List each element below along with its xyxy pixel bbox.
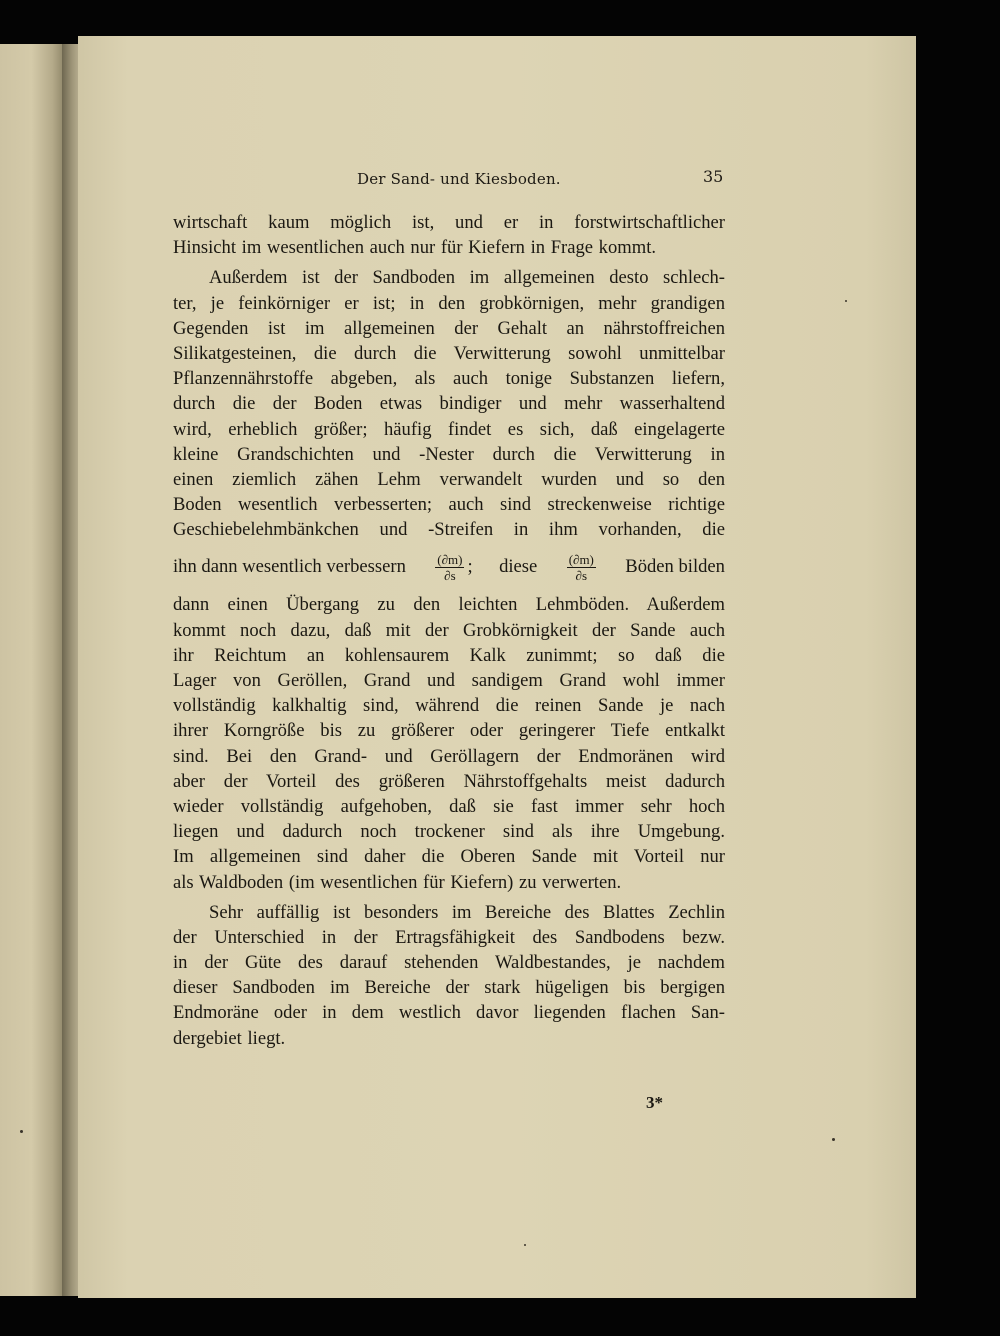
text-line: dergebiet liegt. <box>173 1027 286 1049</box>
text-line: Pflanzennährstoffe abgeben, als auch tonige Substanzen liefern, <box>173 368 725 390</box>
text-line: dieser Sandboden im Bereiche der stark hügeligen bis bergigen <box>173 977 725 999</box>
formula-middle-word: diese <box>499 556 538 578</box>
text-line: ter, je feinkörniger er ist; in den grobkörnigen, mehr grandigen <box>173 292 725 314</box>
text-line: aber der Vorteil des größeren Nährstoffgehalts meist dadurch <box>173 770 725 792</box>
fraction-1-denominator: ∂s <box>444 567 456 583</box>
text-line: in der Güte des darauf stehenden Waldbestandes, je nachdem <box>173 952 725 974</box>
text-line: wirtschaft kaum möglich ist, und er in forstwirtschaftlicher <box>173 212 725 233</box>
text-line: kommt noch dazu, daß mit der Grobkörnigkeit der Sande auch <box>173 619 725 641</box>
left-page-edge <box>0 44 70 1296</box>
fraction-1 <box>435 553 464 582</box>
text-line: wieder vollständig aufgehoben, daß sie fast immer sehr hoch <box>173 795 725 817</box>
fraction-2-denominator: ∂s <box>575 567 588 583</box>
formula-separator: ; <box>467 555 473 577</box>
text-line: Endmoräne oder in dem westlich davor liegenden flachen San- <box>173 1002 725 1024</box>
text-line: Gegenden ist im allgemeinen der Gehalt an nährstoffreichen <box>173 317 725 339</box>
text-line: Geschiebelehmbänkchen und -Streifen in ihm vorhanden, die <box>173 519 725 541</box>
text-line: Boden wesentlich verbesserten; auch sind streckenweise richtige <box>173 494 725 516</box>
fraction-1-numerator: (∂m) <box>437 551 463 567</box>
text-line: Silikatgesteinen, die durch die Verwitterung sowohl unmittelbar <box>173 342 725 364</box>
formula-text-after: Böden bilden <box>625 556 725 578</box>
signature-mark: 3* <box>646 1093 663 1112</box>
formula-line <box>173 542 725 592</box>
text-line: Außerdem ist der Sandboden im allgemeinen desto schlech- <box>209 267 725 289</box>
text-line: dann einen Übergang zu den leichten Lehmböden. Außerdem <box>173 594 725 616</box>
running-title: Der Sand- und Kiesboden. <box>357 170 561 188</box>
formula-text-before: ihn dann wesentlich verbessern <box>173 556 406 578</box>
text-line: einen ziemlich zähen Lehm verwandelt wurden und so den <box>173 468 725 490</box>
scan-speck <box>20 1130 23 1133</box>
body-text <box>173 210 725 1051</box>
text-line: durch die der Boden etwas bindiger und mehr wasserhaltend <box>173 393 725 415</box>
fraction-2-numerator: (∂m) <box>568 551 594 567</box>
text-line: ihrer Korngröße bis zu größerer oder geringerer Tiefe entkalkt <box>173 720 725 742</box>
text-line: als Waldboden (im wesentlichen für Kiefern) zu verwerten. <box>173 871 622 893</box>
text-line: vollständig kalkhaltig sind, während die reinen Sande je nach <box>173 695 725 717</box>
text-line: sind. Bei den Grand- und Geröllagern der Endmoränen wird <box>173 745 725 767</box>
text-line: wird, erheblich größer; häufig findet es sich, daß eingelagerte <box>173 418 725 440</box>
text-line: Lager von Geröllen, Grand und sandigem Grand wohl immer <box>173 670 725 691</box>
scan-speck <box>832 1138 835 1141</box>
fraction-2 <box>567 553 596 582</box>
text-line: ihr Reichtum an kohlensaurem Kalk zunimmt; so daß die <box>173 644 725 666</box>
scan-speck <box>524 1244 526 1246</box>
text-line: der Unterschied in der Ertragsfähigkeit des Sandbodens bezw. <box>173 926 725 948</box>
page-number: 35 <box>703 167 724 186</box>
text-line: Sehr auffällig ist besonders im Bereiche des Blattes Zechlin <box>209 901 725 923</box>
text-line: Hinsicht im wesentlichen auch nur für Kiefern in Frage kommt. <box>173 237 657 259</box>
scan-speck <box>845 300 847 302</box>
text-line: liegen und dadurch noch trockener sind als ihre Umgebung. <box>173 821 725 843</box>
text-line: Im allgemeinen sind daher die Oberen Sande mit Vorteil nur <box>173 846 725 868</box>
formula-group-1 <box>432 553 472 582</box>
text-line: kleine Grandschichten und -Nester durch die Verwitterung in <box>173 443 725 465</box>
